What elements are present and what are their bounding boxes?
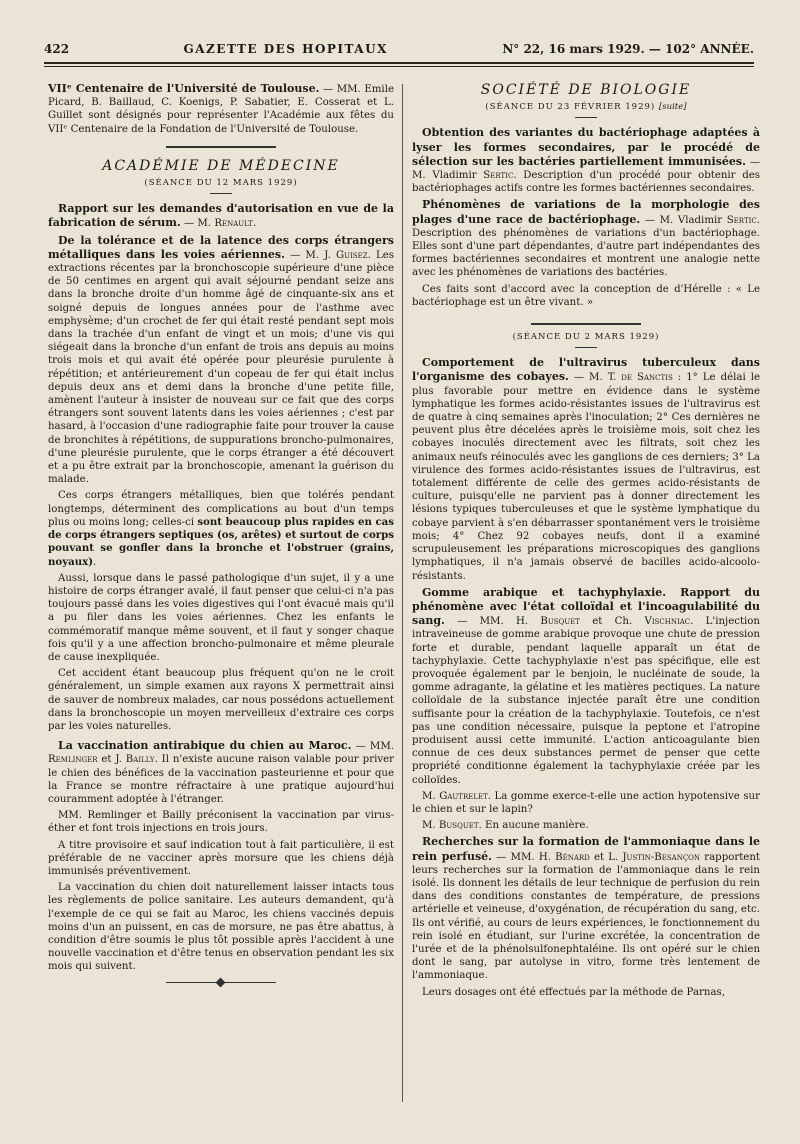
ammoniaque-body: rapportent leurs recherches sur la formation de l'ammoniaque dans le rein isolé. Ils donnent les détails de leur technique de perfusion du rein dans des conditions constantes de température, de pressions artérielle et veineuse, d'oxygénation, de récupération du sang, etc. Ils ont vérifié, au cours de leurs expériences, le fonctionnement du rein isolé en étudiant, sur l'urine excrétée, la concentration de l'urée et de la phénolsulfonephtaléine. Ils ont opéré sur le chien dont le sang, par autolyse in vitro, forme très lentement de l'ammoniaque. <box>412 851 760 982</box>
ammoniaque-author-2: Justin-Besançon <box>622 851 701 863</box>
serum-author-prefix: — M. <box>184 218 215 230</box>
rage-body: . Il n'existe aucune raison valable pour priver le chien des bénéfices de la vaccination pasteurienne et pour que la France se montre réfractaire à une pratique aujourd'hui couramment adoptée à l'étranger. <box>48 754 394 805</box>
tolerance-p2-start: Ces corps étrangers métalliques, bien que tolérés pendant longtemps, déterminent des complications au bout d'un temps plus ou moins long; celles-ci <box>48 490 394 528</box>
question-text: . La gomme exerce-t-elle une action hypotensive sur le chien et sur le lapin? <box>412 790 760 815</box>
biologie-seance-date-1 <box>412 101 760 114</box>
rage-paragraph-3: A titre provisoire et sauf indication tout à fait particulière, il est préférable de ne vacciner après morsure que les chiens déjà immunisés préventivement. <box>48 839 394 877</box>
bacteriophage-title: Obtention des variantes du bactériophage adaptées à lyser les formes secondaires, par le procédé de sélection sur les bactéries partiellement immunisées. <box>412 126 760 168</box>
answer-text: . En aucune manière. <box>478 820 589 832</box>
biologie-section-title: SOCIÉTÉ DE BIOLOGIE <box>480 82 692 98</box>
right-column <box>412 82 760 1002</box>
tolerance-author-prefix: — M. J. <box>290 249 336 261</box>
gomme-author-prefix: — MM. H. <box>457 616 541 628</box>
page-number: 422 <box>44 42 70 56</box>
centenaire-text: — MM. Emile Picard, B. Baillaud, C. Koenigs, P. Sabatier, E. Cosserat et L. Guillet sont désignés pour représenter l'Académie aux fêtes du VIIᵉ Centenaire de la Fondation de l'Université de Toulouse. <box>48 84 394 135</box>
bacteriophage-body: . Description d'un procédé pour obtenir des bactériophages actifs contre les formes bactériennes secondaires. <box>412 170 760 195</box>
rage-author-prefix: — MM. <box>355 741 394 753</box>
ultravirus-title: Comportement de l'ultravirus tuberculeux dans l'organisme des cobayes. <box>412 356 760 384</box>
question-author: Gautrelet <box>439 790 488 802</box>
centenaire-paragraph <box>48 82 394 136</box>
rage-author-1: Remlinger <box>48 754 98 766</box>
serum-author: Renault <box>214 218 253 230</box>
academie-section-title: ACADÉMIE DE MÉDECINE <box>102 157 340 174</box>
bacteriophage-author: Sertic <box>483 170 514 182</box>
short-divider <box>575 117 597 118</box>
biologie-seance-date-2: (SÉANCE DU 2 MARS 1929) <box>512 332 660 343</box>
issue-info: N° 22, 16 mars 1929. — 102° ANNÉE. <box>502 42 754 56</box>
gomme-author-2: Vischniac <box>644 616 691 628</box>
phenomenes-title: Phénomènes de variations de la morphologie des plages d'une race de bactériophage. <box>412 198 760 226</box>
ammoniaque-paragraph <box>412 835 760 982</box>
rage-paragraph-2: MM. Remlinger et Bailly préconisent la vaccination par virus-éther et font trois injections en trois jours. <box>48 810 394 835</box>
serum-title: Rapport sur les demandes d'autorisation en vue de la fabrication de sérum. <box>48 202 394 230</box>
journal-title: GAZETTE DES HOPITAUX <box>183 42 388 56</box>
ammoniaque-paragraph-2: Leurs dosages ont été effectués par la méthode de Parnas, <box>422 986 726 998</box>
column-separator <box>402 84 403 1102</box>
phenomenes-author-prefix: — M. Vladimir <box>644 214 727 226</box>
rage-author-2: Bailly <box>125 754 155 766</box>
rage-title: La vaccination antirabique du chien au Maroc. <box>58 739 352 753</box>
end-ornament <box>166 982 276 983</box>
tolerance-author: Guisez <box>335 249 368 261</box>
header-rule-thin <box>44 66 754 67</box>
rage-paragraph-4: La vaccination du chien doit naturellement laisser intacts tous les règlements de police sanitaire. Les auteurs demandent, qu'à l'exemple de ce qui se fait au Maroc, les chiens vaccinés depuis moins d'un an puissent, en cas de morsure, ne pas être abattus, à condition d'être soumis le plus tôt possible après l'accident à une nouvelle vaccination et d'être tenus en observation pendant les six mois qui suivent. <box>48 882 394 973</box>
section-divider <box>166 146 276 148</box>
serum-paragraph <box>48 202 394 230</box>
short-divider <box>210 193 232 194</box>
tolerance-paragraph-3: Aussi, lorsque dans le passé pathologique d'un sujet, il y a une histoire de corps étranger avalé, il faut penser que celui-ci n'a pas toujours passé dans les voies digestives qui l'ont évacué mais qu'il a pu filer dans les voies aériennes. Chez les enfants le commémoratif manque même souvent, et il faut y songer chaque fois qu'il y a une affection broncho-pulmonaire et même pleurale de cause inexpliquée. <box>48 572 394 663</box>
rage-author-join: et J. <box>97 754 126 766</box>
page-header <box>44 36 754 62</box>
ammoniaque-title: Recherches sur la formation de l'ammoniaque dans le rein perfusé. <box>412 835 760 863</box>
seance-divider <box>531 323 641 325</box>
centenaire-title: VIIᵉ Centenaire de l'Université de Toulouse. <box>48 82 320 95</box>
gomme-paragraph <box>412 586 760 787</box>
gomme-answer <box>412 819 760 832</box>
serum-author-suffix: . <box>252 218 257 230</box>
ultravirus-body: : 1° Le délai le plus favorable pour mettre en évidence dans le système lymphatique les formes acido-résistantes issues de l'ultravirus est de quatre à cinq semaines après l'inoculation; 2° Ces dernières ne peuvent plus être décelées après le troisième mois, soit chez les cobayes inoculés directement avec les filtrats, soit chez les animaux neufs réinoculés avec les ganglions de ces derniers; 3° La virulence des formes acido-résistantes issues de l'ultravirus, est totalement différente de celle des germes acido-résistants de culture, puisqu'elle ne parvient pas à donner directement les lésions typiques tuberculeuses et que le système lymphatique du cobaye parvient à s'en débarrasser spontanément vers le troisième mois; 4° Chez 92 cobayes neufs, dont il a examiné scrupuleusement les préparations microscopiques des ganglions lymphatiques, il n'a jamais observé de bacilles acido-alcoolo-résistants. <box>412 372 760 582</box>
header-rule <box>44 62 754 64</box>
gomme-question <box>412 790 760 816</box>
ammoniaque-author-prefix: — MM. H. <box>496 851 556 863</box>
tolerance-paragraph-4: Cet accident étant beaucoup plus fréquent qu'on ne le croit généralement, un simple examen aux rayons X permettrait ainsi de sauver de nombreux malades, car nous possédons actuellement dans la bronchoscopie un moyen merveilleux d'extraire ces corps par les voies naturelles. <box>48 668 394 732</box>
tolerance-title: De la tolérance et de la latence des corps étrangers métalliques dans les voies aériennes. <box>48 233 394 261</box>
answer-prefix: M. <box>422 820 439 832</box>
tolerance-paragraph <box>48 234 394 487</box>
tolerance-p2-end: . <box>93 556 97 568</box>
left-column <box>48 82 394 983</box>
seance-1-date: (SÉANCE DU 23 FÉVRIER 1929) <box>485 102 656 113</box>
ammoniaque-author-1: Bénard <box>555 851 590 863</box>
bacteriophage-author-prefix: — M. Vladimir <box>412 156 760 182</box>
ammoniaque-author-join: et L. <box>589 851 623 863</box>
question-prefix: M. <box>422 790 440 802</box>
answer-author: Busquet <box>438 820 479 832</box>
ultravirus-author: de Sanctis <box>621 372 673 384</box>
gomme-author-1: Busquet <box>540 616 580 628</box>
rage-paragraph <box>48 739 394 806</box>
ultravirus-paragraph <box>412 356 760 582</box>
phenomenes-body: . Description des phénomènes de variations d'un bactériophage. Elles sont d'une part dépendantes, d'autre part indépendantes des formes bactériennes secondaires et montrent une analogie nette avec les phénomènes de variations des bactéries. <box>412 214 760 279</box>
ultravirus-author-prefix: — M. T. <box>573 372 622 384</box>
tolerance-body: . Les extractions récentes par la bronchoscopie supérieure d'une pièce de 50 centimes en argent qui avait séjourné pendant seize ans dans la bronche droite d'un homme âgé de cinquante-six ans et soigné depuis de longues années pour de l'asthme avec emphysème; d'un crochet de fer qui était resté pendant sept mois dans la trachée d'un enfant de vingt et un mois; d'une vis qui siégeait dans la bronche d'un enfant de trois ans depuis au moins trois mois et qui avait été opérée pour pleurésie purulente à répétition; et antérieurement d'un copeau de fer qui était inclus depuis deux ans et demi dans la bronche d'une petite fille, amènent l'auteur à insister de nouveau sur ce fait que des corps étrangers sont souvent latents dans les voies aériennes ; c'est par hasard, à l'occasion d'une radiographie faite pour trouver la cause de bronchites à répétitions, de suppurations broncho-pulmonaires, d'une pleurésie purulente, que le corps étranger a été découvert et a pu être extrait par la bronchoscopie, amenant la guérison du malade. <box>48 249 394 486</box>
academie-seance-date: (SÉANCE DU 12 MARS 1929) <box>144 178 298 189</box>
gomme-title: Gomme arabique et tachyphylaxie. Rapport du phénomène avec l'état colloïdal et l'incoagulabilité du sang. <box>412 585 760 628</box>
seance-1-suite: [suite] <box>658 102 687 113</box>
gomme-body: . L'injection intraveineuse de gomme arabique provoque une chute de pression forte et durable, pendant laquelle apparaît un état de tachyphylaxie. Cette tachyphylaxie n'est pas spécifique, elle est provoquée également par le benjoin, le nucléinate de soude, la gomme adragante, la gélatine et les matières pectiques. La nature colloïdale de la substance injectée paraît être une condition suffisante pour la création de la tachyphylaxie. Toutefois, ce n'est pas une condition nécessaire, puisque la peptone et l'atropine produisent aussi cette immunité. L'action anticoagulante bien connue de ces deux substances permet de penser que cette propriété conditionne également la tachyphylaxie créée par les colloïdes. <box>412 616 760 786</box>
gomme-author-join: et Ch. <box>579 616 645 628</box>
short-divider <box>575 347 597 348</box>
phenomenes-paragraph-2: Ces faits sont d'accord avec la conception de d'Hérelle : « Le bactériophage est un être vivant. » <box>412 283 760 308</box>
tolerance-p2-bold: sont beaucoup plus rapides en cas de corps étrangers septiques (os, arêtes) et surtout de corps pouvant se gonfler dans la bronche et l'obstruer (grains, noyaux) <box>48 515 394 568</box>
bacteriophage-paragraph <box>412 126 760 195</box>
phenomenes-author: Sertic <box>726 214 757 226</box>
tolerance-paragraph-2 <box>48 489 394 568</box>
phenomenes-paragraph <box>412 198 760 279</box>
